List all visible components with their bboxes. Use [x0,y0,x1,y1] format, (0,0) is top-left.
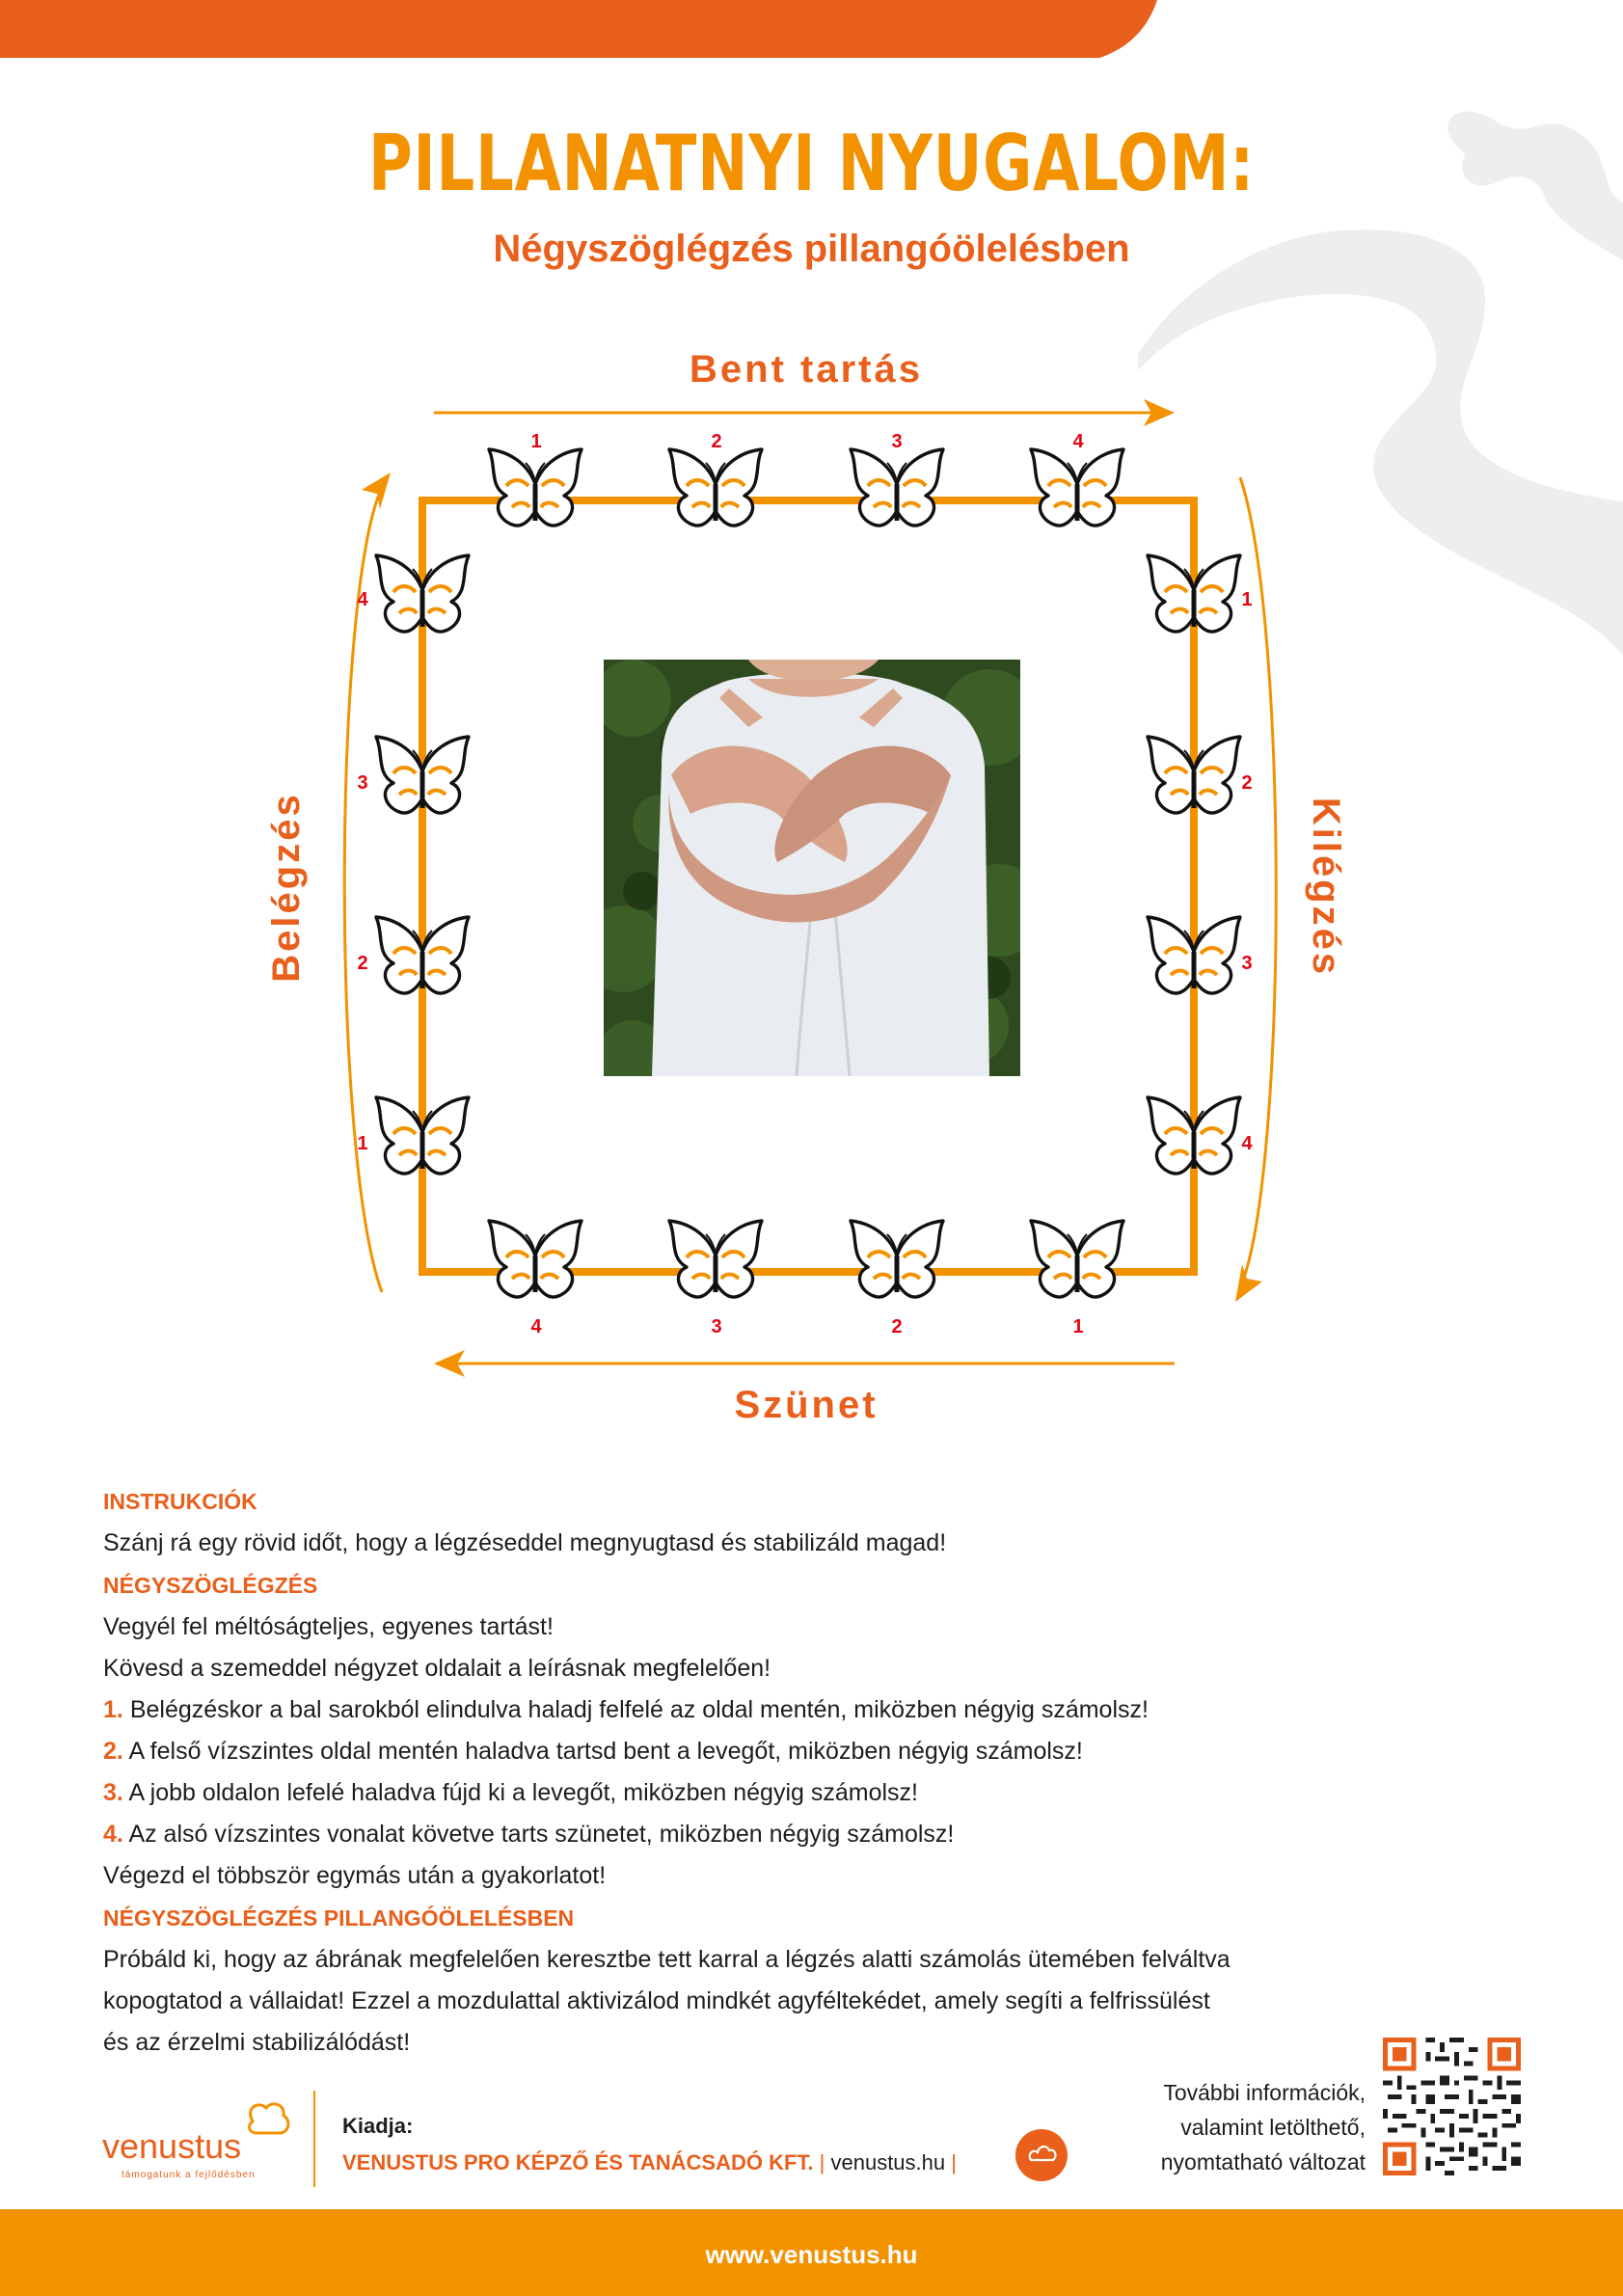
qr-code[interactable] [1383,2038,1521,2175]
venustus-logo[interactable] [100,2100,293,2187]
paragraph: Kövesd a szemeddel négyzet oldalait a leírásnak megfelelően! [103,1655,771,1682]
footer-divider [313,2091,315,2187]
step-item [103,1731,1550,1772]
bottom-number: 4 [530,1316,542,1337]
instructions [103,1480,1550,2064]
top-number: 3 [891,431,903,452]
logo-tagline: támogatunk a fejlődésben [122,2170,256,2180]
butterfly-icon [489,449,582,526]
butterfly-icon [1031,449,1123,526]
left-number: 1 [357,1133,368,1154]
left-number: 3 [357,772,368,794]
butterfly-icon [851,449,943,526]
section-heading-negyszoglegzes: NÉGYSZÖGLÉGZÉS [103,1573,318,1598]
publisher-site[interactable]: venustus.hu [830,2150,946,2174]
bottom-number: 3 [711,1316,722,1337]
section-heading-pillangoolelesben: NÉGYSZÖGLÉGZÉS PILLANGÓÖLELÉSBEN [103,1905,575,1931]
paragraph: Végezd el többször egymás után a gyakorlatot! [103,1862,607,1889]
butterfly-icon [851,1221,943,1297]
woman-crossed-arms-photo [604,660,1020,1076]
butterfly-icon [669,449,762,526]
page-subtitle: Négyszöglégzés pillangóölelésben [493,228,1130,270]
step-number: 3. [103,1779,123,1806]
top-number: 4 [1072,431,1084,452]
info-line: További információk, [1163,2080,1366,2105]
paragraph: kopogtatod a vállaidat! Ezzel a mozdulattal aktivizálod mindkét agyféltekédet, amely segíti a felfrissülést [103,1987,1210,2014]
top-number: 2 [711,431,722,452]
publisher-line: VENUSTUS PRO KÉPZŐ ÉS TANÁCSADÓ KFT. | venustus.hu | [342,2150,957,2174]
label-kilegzes: Kilégzés [1305,797,1347,978]
step-item [103,1772,1550,1814]
step-text: A jobb oldalon lefelé haladva fújd ki a levegőt, miközben négyig számolsz! [128,1779,918,1806]
step-text: Az alsó vízszintes vonalat követve tarts szünetet, miközben négyig számolsz! [128,1821,955,1848]
arrow-top [434,399,1175,426]
info-line: valamint letölthető, [1180,2115,1366,2140]
label-belegzes: Belégzés [265,792,308,983]
paragraph: és az érzelmi stabilizálódást! [103,2029,411,2056]
footer-url-link[interactable]: www.venustus.hu [705,2240,918,2269]
step-number: 2. [103,1738,123,1765]
top-number: 1 [530,431,542,452]
section-heading-instrukciok: INSTRUKCIÓK [103,1489,257,1514]
paragraph: Vegyél fel méltóságteljes, egyenes tartást! [103,1613,554,1640]
step-item [103,1689,1550,1731]
butterfly-icon [489,1221,582,1297]
page-title: PILLANATNYI NYUGALOM: [368,119,1255,208]
publisher-label: Kiadja: [342,2114,414,2138]
left-number: 2 [357,953,368,974]
butterfly-icon [669,1221,762,1297]
venustus-badge-icon[interactable] [1015,2129,1068,2181]
publisher-name: VENUSTUS PRO KÉPZŐ ÉS TANÁCSADÓ KFT. [342,2150,814,2174]
bottom-number: 2 [891,1316,903,1337]
top-banner [0,0,1623,58]
paragraph: Próbáld ki, hogy az ábrának megfelelően keresztbe tett karral a légzés alatti számolás ütemében felváltva [103,1946,1231,1973]
arrow-bottom [434,1350,1175,1377]
step-item [103,1814,1550,1855]
step-text: A felső vízszintes oldal mentén haladva tartsd bent a levegőt, miközben négyig számolsz! [128,1738,1083,1765]
step-number: 4. [103,1821,123,1848]
logo-text: venustus [102,2126,242,2166]
paragraph: Szánj rá egy rövid időt, hogy a légzéseddel megnyugtasd és stabilizáld magad! [103,1529,947,1556]
label-bent-tartas: Bent tartás [690,348,923,391]
butterfly-icon [1031,1221,1123,1297]
more-info-text [1070,2075,1366,2179]
left-number: 4 [357,589,368,610]
right-number: 2 [1241,772,1253,794]
step-text: Belégzéskor a bal sarokból elindulva haladj felfelé az oldal mentén, miközben négyig számolsz! [129,1696,1149,1723]
right-number: 1 [1241,589,1253,610]
label-szunet: Szünet [734,1384,879,1426]
step-number: 1. [103,1696,123,1723]
info-line: nyomtatható változat [1160,2149,1366,2174]
right-number: 3 [1241,953,1253,974]
bottom-number: 1 [1072,1316,1084,1337]
right-number: 4 [1241,1133,1253,1154]
